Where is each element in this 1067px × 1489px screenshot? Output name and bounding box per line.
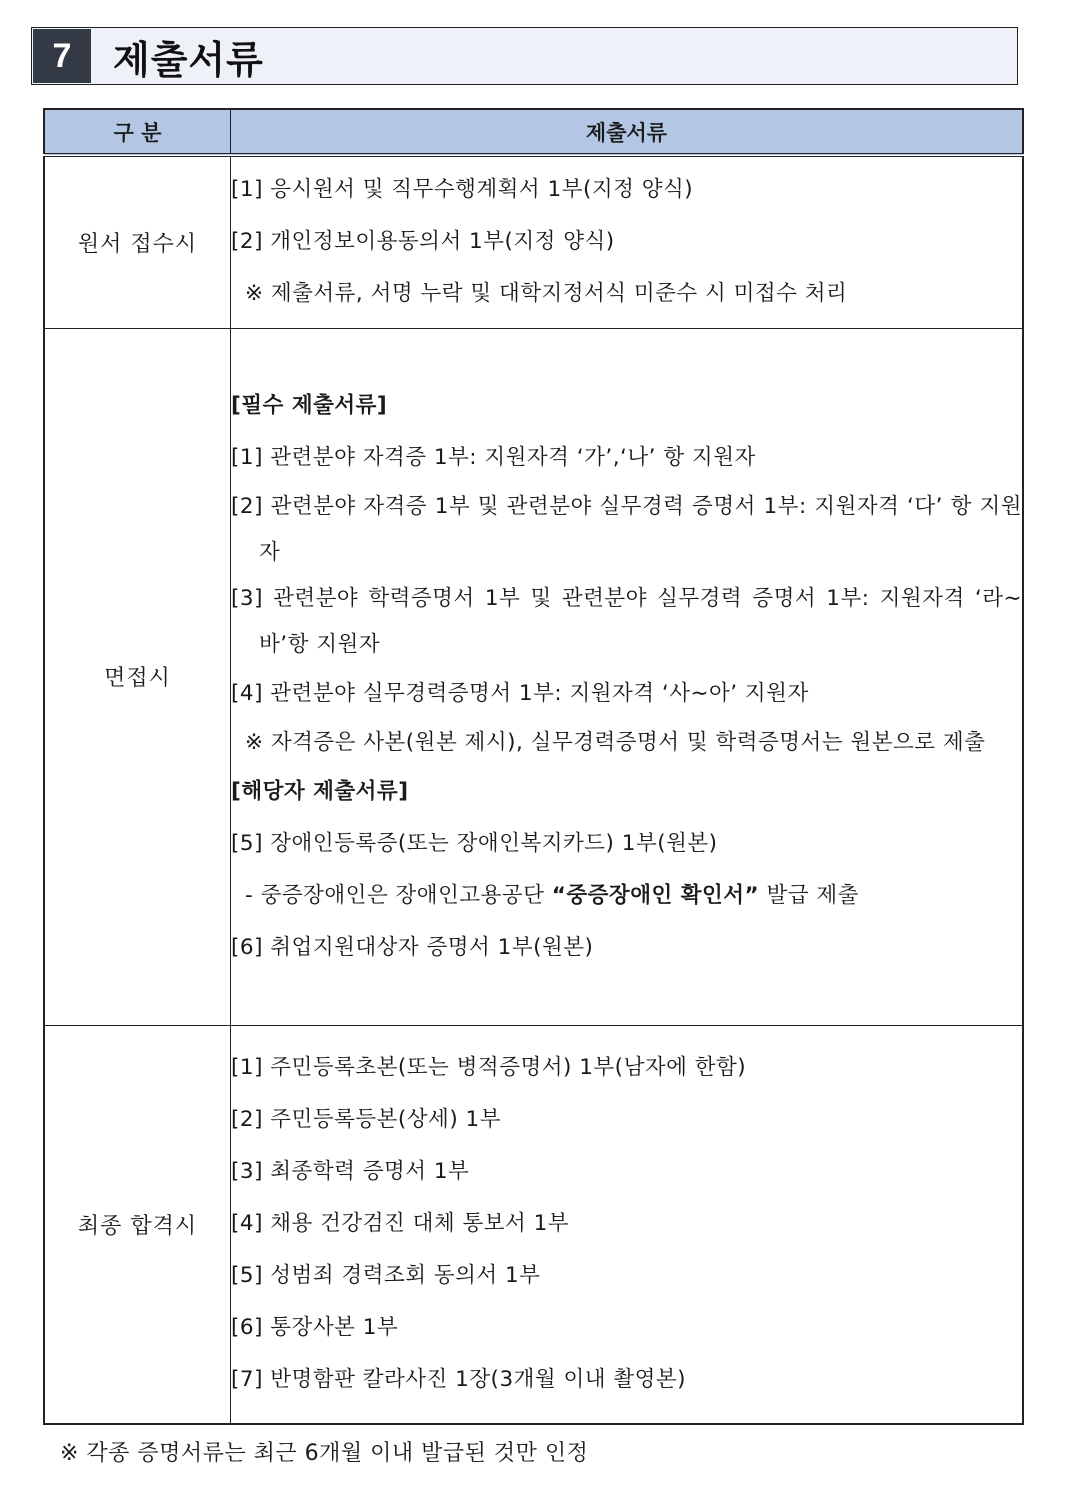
documents-interview <box>231 328 1024 1025</box>
note-prefix: - 중증장애인은 장애인고용공단 <box>245 882 552 908</box>
documents-table <box>43 108 1024 1425</box>
header-documents: 제출서류 <box>231 109 1024 155</box>
list-item: [5] 성범죄 경력조회 동의서 1부 <box>231 1263 541 1289</box>
list-item: [1] 관련분야 자격증 1부: 지원자격 ‘가’,‘나’ 항 지원자 <box>231 444 756 470</box>
list-item: [6] 통장사본 1부 <box>231 1315 399 1341</box>
list-item: [1] 응시원서 및 직무수행계획서 1부(지정 양식) <box>231 177 694 203</box>
severe-disability-note <box>231 870 1022 922</box>
list-item: [7] 반명함판 칼라사진 1장(3개월 이내 촬영본) <box>231 1367 687 1393</box>
documents-application <box>231 155 1024 328</box>
table-row-application <box>44 155 1023 328</box>
list-item: [4] 관련분야 실무경력증명서 1부: 지원자격 ‘사∼아’ 지원자 <box>231 680 809 706</box>
section-title: 제출서류 <box>113 37 264 82</box>
header-category: 구 분 <box>44 109 231 155</box>
note-bold: “중증장애인 확인서” <box>551 882 760 908</box>
table-header-row <box>44 109 1023 155</box>
list-item: [2] 개인정보이용동의서 1부(지정 양식) <box>231 229 615 255</box>
table-row-interview <box>44 328 1023 1025</box>
note-suffix: 발급 제출 <box>759 882 859 908</box>
list-item: [6] 취업지원대상자 증명서 1부(원본) <box>231 934 594 960</box>
section-number: 7 <box>33 29 91 83</box>
table-row-final <box>44 1025 1023 1424</box>
category-final: 최종 합격시 <box>44 1025 231 1424</box>
list-item: [2] 주민등록등본(상세) 1부 <box>231 1107 502 1133</box>
note-text: ※ 제출서류, 서명 누락 및 대학지정서식 미준수 시 미접수 처리 <box>245 281 848 307</box>
list-item: [4] 채용 건강검진 대체 통보서 1부 <box>231 1211 570 1237</box>
list-item: [3] 최종학력 증명서 1부 <box>231 1159 470 1185</box>
note-text: ※ 자격증은 사본(원본 제시), 실무경력증명서 및 학력증명서는 원본으로 제출 <box>245 729 986 755</box>
optional-heading: [해당자 제출서류] <box>231 778 409 804</box>
list-item: [1] 주민등록초본(또는 병적증명서) 1부(남자에 한함) <box>231 1055 747 1081</box>
category-interview: 면접시 <box>44 328 231 1025</box>
list-item: [3] 관련분야 학력증명서 1부 및 관련분야 실무경력 증명서 1부: 지원자격 ‘라∼바’항 지원자 <box>231 585 1022 657</box>
list-item: [2] 관련분야 자격증 1부 및 관련분야 실무경력 증명서 1부: 지원자격 ‘다’ 항 지원자 <box>231 493 1022 565</box>
section-header <box>31 27 1018 85</box>
category-application: 원서 접수시 <box>44 155 231 328</box>
footnote: ※ 각종 증명서류는 최근 6개월 이내 발급된 것만 인정 <box>60 1441 589 1466</box>
required-heading: [필수 제출서류] <box>231 392 388 418</box>
documents-final <box>231 1025 1024 1424</box>
list-item: [5] 장애인등록증(또는 장애인복지카드) 1부(원본) <box>231 830 718 856</box>
